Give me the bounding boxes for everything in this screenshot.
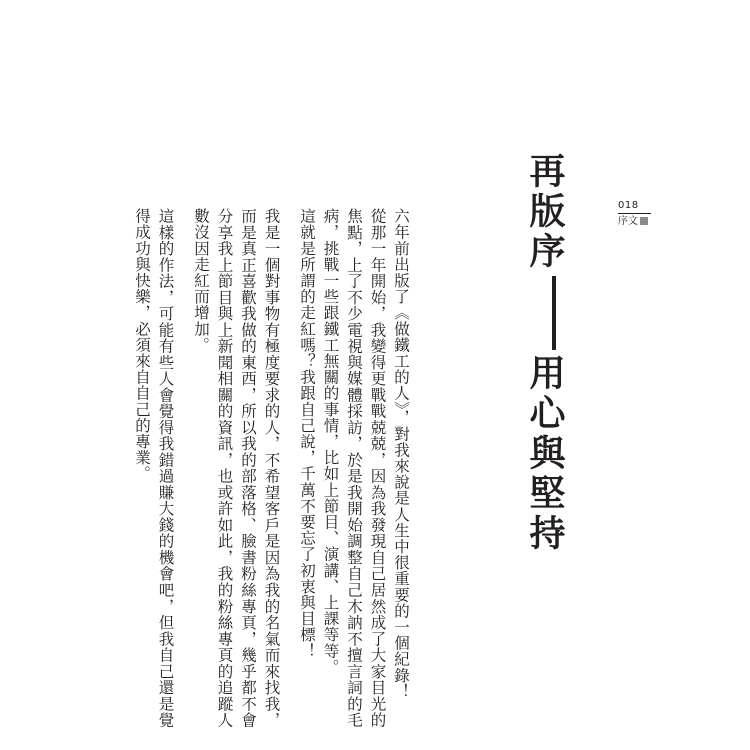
section-label-wrap <box>618 216 648 228</box>
paragraph-4: 我是一個對事物有極度要求的人，不希望客戶是因為我的名氣而來找我，而是真正喜歡我做的東西，所以我的部落格、臉書粉絲專頁，幾乎都不會分享我上節目與上新聞相關的資訊，也或許如此，我的粉絲專頁的追蹤人數沒因走紅而增加。 <box>192 208 281 728</box>
title-part-1: 再版序 <box>524 152 566 272</box>
gray-square-icon <box>640 217 648 225</box>
page-number: 018 <box>618 200 639 211</box>
paragraph-5: 這樣的作法，可能有些人會覺得我錯過賺大錢的機會吧，但我自己還是覺得成功與快樂，必須來自自己的專業。 <box>133 208 175 728</box>
section-label: 序文 <box>618 216 638 227</box>
paragraph-3: 這就是所謂的走紅嗎？我跟自己說，千萬不要忘了初衷與目標！ <box>298 208 316 659</box>
paragraph-1: 六年前出版了《做鐵工的人》，對我來說是人生中很重要的一個紀錄！ <box>392 208 410 700</box>
body-text <box>118 208 413 728</box>
chapter-title <box>524 152 574 554</box>
paragraph-2: 從那一年開始，我變得更戰戰兢兢，因為我發現自己居然成了大家目光的焦點，上了不少電視與媒體採訪，於是我開始調整自己木訥不擅言詞的毛病，挑戰一些跟鐵工無關的事情，比如上節目、演講、上課等等。 <box>321 208 387 728</box>
title-part-2: 用心與堅持 <box>524 354 566 554</box>
title-dash <box>552 276 556 350</box>
marker-divider <box>618 213 651 214</box>
section-marker <box>618 200 639 227</box>
